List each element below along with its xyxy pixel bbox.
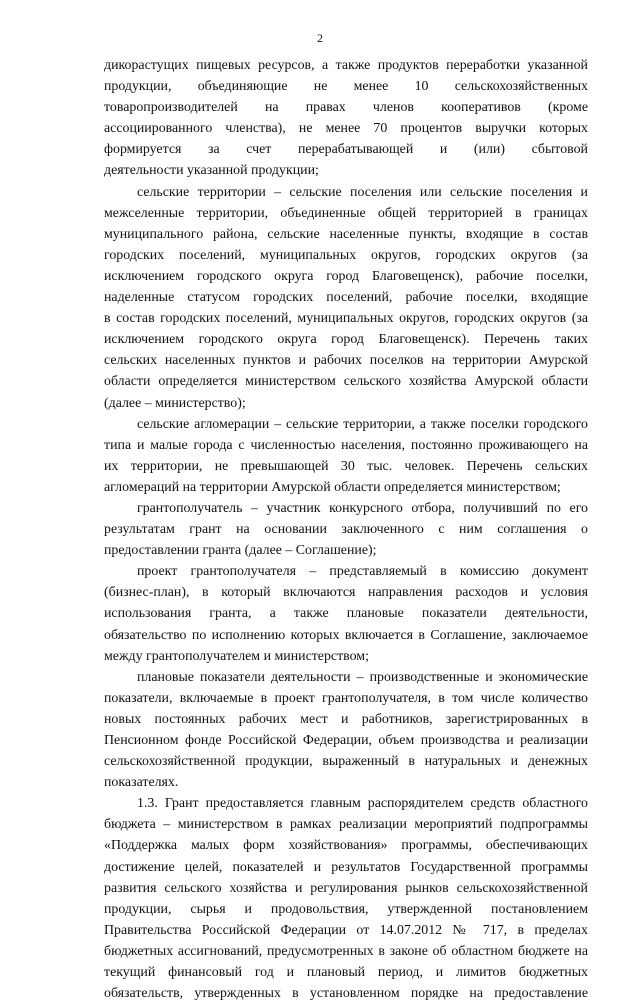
text-line: продукции, объединяющие не менее 10 сельскохозяйственных xyxy=(104,79,588,95)
text-line: достижение целей, показателей и результатов Государственной программы xyxy=(104,859,588,875)
text-line: показателях. xyxy=(104,775,179,791)
text-line: сельские агломерации – сельские территории, а также поселки городского xyxy=(137,416,588,432)
text-line: агломераций на территории Амурской области определяется министерством; xyxy=(104,479,561,495)
text-line: деятельности указанной продукции; xyxy=(104,163,319,179)
text-line: межселенные территории, объединенные общей территорией в границах xyxy=(104,205,588,221)
text-line: обязательств, утвержденных в установленном порядке на предоставление xyxy=(104,986,588,1002)
text-line: развития сельского хозяйства и регулирования рынков сельскохозяйственной xyxy=(104,880,588,896)
text-line: обязательство по исполнению которых включается в Соглашение, заключаемое xyxy=(104,627,588,643)
text-line: 1.3. Грант предоставляется главным распорядителем средств областного xyxy=(137,796,588,812)
text-line: типа и малые города с численностью населения, постоянно проживающего на xyxy=(104,437,588,453)
text-line: муниципального района, сельские населенные пункты, входящие в состав xyxy=(104,226,588,242)
text-line: Правительства Российской Федерации от 14.07.2012 № 717, в пределах xyxy=(104,922,588,938)
document-body xyxy=(104,55,588,1004)
text-line: формируется за счет перерабатывающей и (или) сбытовой xyxy=(104,142,588,158)
text-line: дикорастущих пищевых ресурсов, а также продуктов переработки указанной xyxy=(104,58,588,73)
text-line: предоставлении гранта (далее – Соглашение); xyxy=(104,543,377,559)
text-line: (бизнес-план), в который включаются направления расходов и условия xyxy=(104,585,588,601)
text-line: области определяется министерством сельского хозяйства Амурской области xyxy=(104,374,588,390)
text-line: плановые показатели деятельности – производственные и экономические xyxy=(137,669,588,685)
text-line: сельских населенных пунктов и рабочих поселков на территории Амурской xyxy=(104,353,588,369)
text-line: исключением городского округа город Благовещенск), рабочие поселки, xyxy=(104,268,588,284)
text-line: продукции, сырья и продовольствия, утвержденной постановлением xyxy=(104,901,588,917)
text-line: текущий финансовый год и плановый период, и лимитов бюджетных xyxy=(104,965,588,981)
text-line: грантополучатель – участник конкурсного отбора, получивший по его xyxy=(137,500,588,516)
text-line: (далее – министерство); xyxy=(104,395,246,411)
text-line: в состав городских поселений, муниципальных округов, городских округов (за xyxy=(104,311,588,327)
text-line: «Поддержка малых форм хозяйствования» программы, обеспечивающих xyxy=(104,838,588,854)
text-line: исключением городского округа город Благовещенск). Перечень таких xyxy=(104,332,588,348)
page-number: 2 xyxy=(317,31,323,45)
text-line: бюджета – министерством в рамках реализации мероприятий подпрограммы xyxy=(104,817,588,833)
text-line: новых постоянных рабочих мест и работников, зарегистрированных в xyxy=(104,711,588,727)
text-line: их территории, не превышающей 30 тыс. человек. Перечень сельских xyxy=(104,458,588,474)
text-line: показатели, включаемые в проект грантополучателя, в том числе количество xyxy=(104,690,588,706)
text-line: Пенсионном фонде Российской Федерации, объем производства и реализации xyxy=(104,733,588,748)
text-line: товаропроизводителей на правах членов кооперативов (кроме xyxy=(104,100,588,116)
text-line: городских поселений, муниципальных округов, городских округов (за xyxy=(104,247,588,263)
text-line: использования гранта, а также плановые показатели деятельности, xyxy=(104,606,588,622)
text-line: между грантополучателем и министерством; xyxy=(104,648,369,664)
text-line: сельские территории – сельские поселения или сельские поселения и xyxy=(137,184,588,200)
text-line: бюджетных ассигнований, предусмотренных в законе об областном бюджете на xyxy=(104,943,588,959)
text-line: проект грантополучателя – представляемый в комиссию документ xyxy=(137,564,588,580)
text-line: результатам грант на основании заключенного с ним соглашения о xyxy=(104,522,588,538)
text-line: ассоциированного членства), не менее 70 процентов выручки которых xyxy=(104,121,588,137)
text-line: наделенные статусом городских поселений, рабочие поселки, входящие xyxy=(104,290,588,306)
text-line: сельскохозяйственной продукции, выраженный в натуральных и денежных xyxy=(104,754,588,770)
